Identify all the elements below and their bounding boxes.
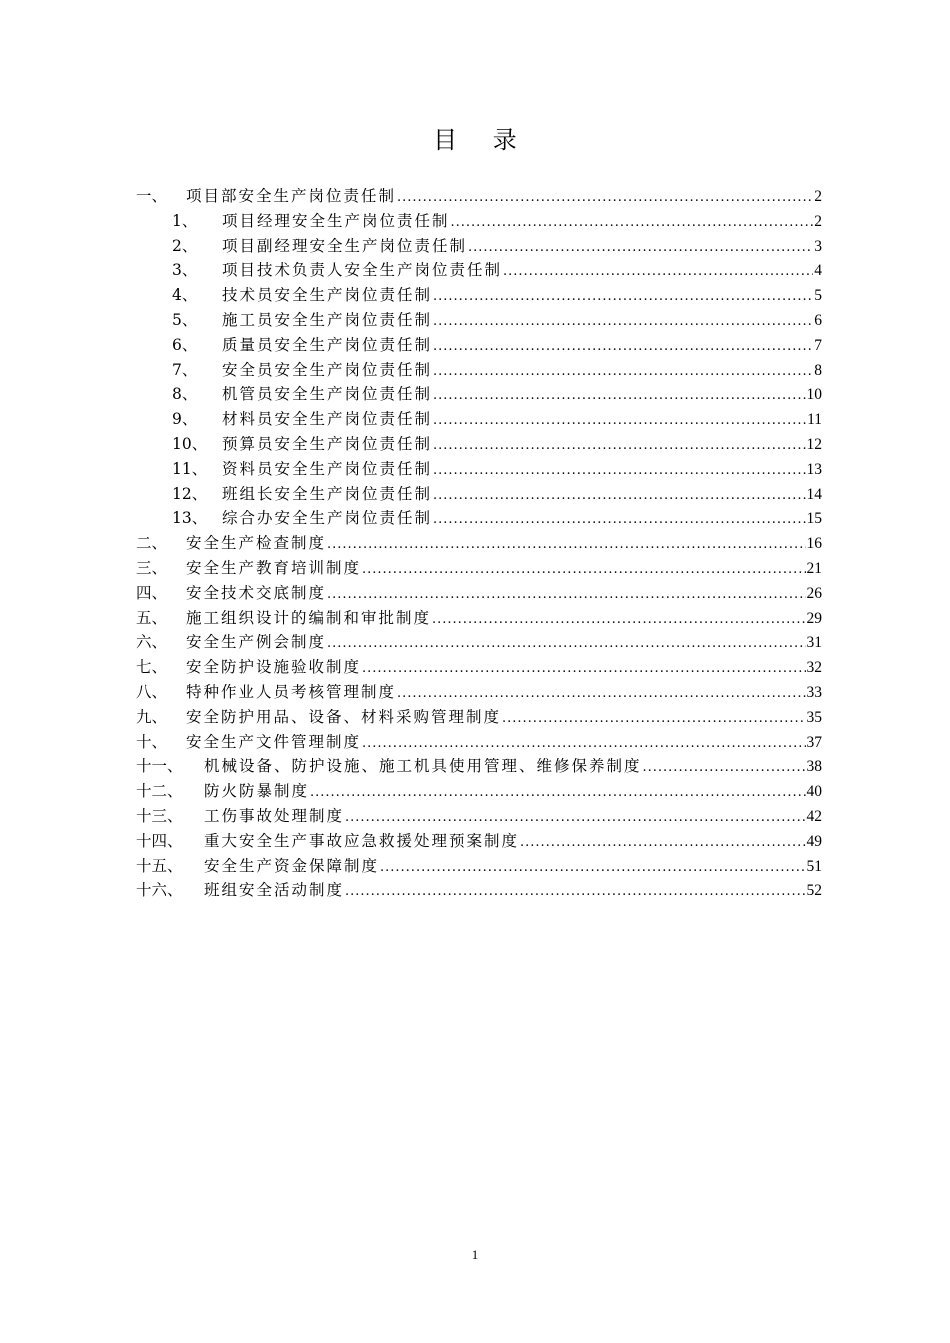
toc-entry-number: 8、: [172, 385, 198, 404]
toc-entry-number: 七、: [136, 658, 168, 677]
toc-dot-leader: [433, 384, 805, 409]
toc-dot-leader: [433, 310, 813, 335]
toc-dot-leader: [327, 583, 805, 608]
toc-entry-title: 安全技术交底制度: [186, 583, 327, 602]
toc-entry-title: 班组长安全生产岗位责任制: [222, 484, 433, 503]
toc-entry-title: 防火防暴制度: [204, 782, 310, 801]
toc-entry-number: 一、: [136, 187, 168, 205]
toc-dot-leader: [397, 682, 805, 707]
toc-entry-page: 3: [814, 237, 822, 255]
toc-entry-title: 安全员安全生产岗位责任制: [222, 360, 433, 379]
toc-dot-leader: [433, 459, 805, 484]
toc-entry[interactable]: [136, 457, 822, 482]
toc-entry-title: 安全生产资金保障制度: [204, 856, 380, 875]
toc-entry[interactable]: [136, 878, 822, 903]
toc-entry-number: 2、: [172, 236, 198, 255]
toc-entry-number: 9、: [172, 410, 198, 429]
toc-dot-leader: [327, 632, 805, 657]
toc-entry-page: 52: [806, 882, 822, 900]
toc-entry-number: 四、: [136, 583, 168, 602]
toc-entry-title: 技术员安全生产岗位责任制: [222, 286, 433, 305]
toc-entry-title: 综合办安全生产岗位责任制: [222, 509, 433, 528]
toc-dot-leader: [362, 732, 805, 757]
toc-entry-number: 十三、: [136, 806, 183, 825]
toc-entry-page: 35: [806, 708, 822, 726]
toc-entry-page: 33: [806, 683, 822, 701]
toc-entry-title: 重大安全生产事故应急救援处理预案制度: [204, 831, 520, 850]
toc-entry[interactable]: [136, 854, 822, 879]
toc-dot-leader: [362, 657, 805, 682]
toc-entry[interactable]: [136, 705, 822, 730]
toc-entry-title: 施工组织设计的编制和审批制度: [186, 608, 432, 627]
toc-entry-page: 16: [806, 535, 822, 553]
toc-entry-title: 项目副经理安全生产岗位责任制: [222, 236, 468, 255]
toc-entry[interactable]: [136, 754, 822, 779]
toc-entry[interactable]: [136, 258, 822, 283]
toc-entry[interactable]: [136, 358, 822, 383]
toc-dot-leader: [468, 236, 813, 261]
toc-entry[interactable]: [136, 804, 822, 829]
toc-entry[interactable]: [136, 680, 822, 705]
toc-entry-number: 11、: [172, 459, 208, 478]
toc-entry-number: 十一、: [136, 757, 183, 776]
toc-entry-number: 十二、: [136, 782, 183, 801]
toc-entry[interactable]: [136, 581, 822, 606]
toc-entry-title: 班组安全活动制度: [204, 881, 345, 900]
toc-entry-page: 14: [806, 485, 822, 503]
toc-entry[interactable]: [136, 655, 822, 680]
toc-entry-title: 项目经理安全生产岗位责任制: [222, 211, 450, 230]
toc-entry-number: 十四、: [136, 831, 183, 850]
toc-entry-page: 40: [806, 783, 822, 801]
toc-entry-page: 29: [806, 609, 822, 627]
toc-entry[interactable]: [136, 209, 822, 234]
toc-entry-number: 12、: [172, 484, 208, 503]
toc-entry-title: 项目部安全生产岗位责任制: [186, 187, 397, 205]
toc-entry-number: 八、: [136, 682, 168, 701]
toc-dot-leader: [345, 806, 805, 831]
toc-entry-page: 51: [806, 857, 822, 875]
toc-entry-number: 6、: [172, 335, 198, 354]
toc-entry-page: 13: [806, 460, 822, 478]
toc-entry[interactable]: [136, 556, 822, 581]
toc-entry[interactable]: [136, 779, 822, 804]
toc-entry[interactable]: [136, 482, 822, 507]
toc-entry-title: 安全生产检查制度: [186, 534, 327, 553]
toc-entry-title: 安全防护用品、设备、材料采购管理制度: [186, 707, 502, 726]
toc-dot-leader: [433, 434, 805, 459]
toc-entry[interactable]: [136, 407, 822, 432]
toc-entry[interactable]: [136, 531, 822, 556]
toc-entry-page: 8: [814, 361, 822, 379]
toc-dot-leader: [643, 756, 806, 781]
toc-entry[interactable]: [136, 829, 822, 854]
page-title: 目 录: [433, 126, 531, 154]
toc-entry-page: 5: [814, 287, 822, 305]
toc-dot-leader: [433, 484, 805, 509]
toc-dot-leader: [503, 260, 813, 285]
toc-entry[interactable]: [136, 506, 822, 531]
toc-entry-page: 32: [806, 659, 822, 677]
toc-dot-leader: [433, 508, 805, 533]
toc-entry-title: 材料员安全生产岗位责任制: [222, 410, 433, 429]
toc-entry-title: 安全生产例会制度: [186, 633, 327, 652]
toc-entry[interactable]: [136, 283, 822, 308]
toc-entry-number: 九、: [136, 707, 168, 726]
toc-dot-leader: [327, 533, 805, 558]
toc-entry[interactable]: [136, 382, 822, 407]
toc-entry-page: 6: [814, 311, 822, 329]
toc-entry-page: 2: [814, 212, 822, 230]
toc-entry-title: 资料员安全生产岗位责任制: [222, 459, 433, 478]
toc-entry-number: 三、: [136, 558, 168, 577]
toc-entry-number: 二、: [136, 534, 168, 553]
page-number: 1: [471, 1247, 479, 1262]
toc-dot-leader: [397, 186, 813, 211]
toc-entry-number: 13、: [172, 509, 208, 528]
toc-entry-number: 5、: [172, 310, 198, 329]
toc-entry[interactable]: [136, 630, 822, 655]
toc-dot-leader: [433, 409, 806, 434]
toc-entry-number: 五、: [136, 608, 168, 627]
toc-dot-leader: [345, 880, 805, 905]
toc-entry[interactable]: [136, 606, 822, 631]
toc-entry-number: 十五、: [136, 856, 183, 875]
toc-entry-page: 49: [806, 832, 822, 850]
toc-dot-leader: [380, 856, 805, 881]
toc-entry-title: 安全防护设施验收制度: [186, 658, 362, 677]
toc-entry-title: 预算员安全生产岗位责任制: [222, 434, 433, 453]
toc-dot-leader: [433, 335, 813, 360]
toc-entry-number: 十、: [136, 732, 168, 751]
toc-entry-number: 7、: [172, 360, 198, 379]
toc-entry-number: 十六、: [136, 881, 183, 900]
toc-dot-leader: [433, 360, 813, 385]
toc-entry-page: 12: [806, 435, 822, 453]
toc-dot-leader: [310, 781, 805, 806]
toc-entry-title: 项目技术负责人安全生产岗位责任制: [222, 261, 503, 280]
toc-entry[interactable]: [136, 184, 822, 209]
toc-entry-page: 7: [814, 336, 822, 354]
toc-entry-number: 六、: [136, 633, 168, 652]
toc-entry-number: 10、: [172, 434, 208, 453]
toc-entry[interactable]: [136, 432, 822, 457]
toc-entry-page: 4: [814, 262, 822, 280]
toc-entry[interactable]: [136, 308, 822, 333]
toc-entry-page: 37: [806, 733, 822, 751]
toc-entry-title: 机械设备、防护设施、施工机具使用管理、维修保养制度: [204, 757, 642, 776]
toc-entry-page: 42: [806, 807, 822, 825]
toc-entry-page: 2: [814, 188, 822, 205]
toc-entry-page: 15: [806, 510, 822, 528]
toc-entry[interactable]: [136, 333, 822, 358]
toc-dot-leader: [433, 285, 813, 310]
toc-entry-title: 质量员安全生产岗位责任制: [222, 335, 433, 354]
toc-dot-leader: [502, 707, 805, 732]
toc-dot-leader: [362, 558, 805, 583]
toc-entry-page: 10: [806, 386, 822, 404]
toc-entry-title: 工伤事故处理制度: [204, 806, 345, 825]
toc-dot-leader: [451, 211, 814, 236]
toc-entry-number: 3、: [172, 261, 198, 280]
toc-entry-page: 21: [806, 559, 822, 577]
toc-entry-title: 安全生产教育培训制度: [186, 558, 362, 577]
toc-dot-leader: [432, 608, 805, 633]
toc-entry-title: 安全生产文件管理制度: [186, 732, 362, 751]
table-of-contents: [136, 184, 822, 903]
toc-entry-page: 11: [807, 411, 822, 429]
toc-dot-leader: [520, 831, 805, 856]
toc-entry[interactable]: [136, 234, 822, 259]
toc-entry-title: 机管员安全生产岗位责任制: [222, 385, 433, 404]
toc-entry-number: 4、: [172, 286, 198, 305]
toc-entry-page: 31: [806, 634, 822, 652]
toc-entry-number: 1、: [172, 211, 198, 230]
toc-entry-title: 特种作业人员考核管理制度: [186, 682, 397, 701]
toc-entry[interactable]: [136, 730, 822, 755]
toc-entry-page: 38: [806, 758, 822, 776]
toc-entry-page: 26: [806, 584, 822, 602]
toc-entry-title: 施工员安全生产岗位责任制: [222, 310, 433, 329]
